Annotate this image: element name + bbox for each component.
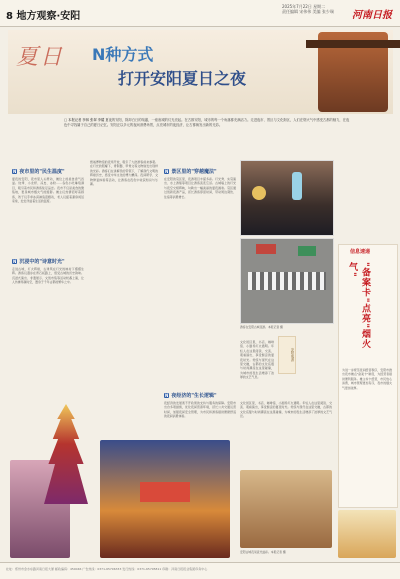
section-title: 夜经济的"生长逻辑" [171, 393, 217, 399]
calligraphy-mark: 夏日 [16, 45, 65, 70]
headline-line-1: N种方式 [92, 45, 154, 64]
footer-text: 社址：郑州市金水东路河南日报大厦 邮政编码：450046 广告热线：0371-65796333 发行热线：0371-65795811 印刷：河南日报报业集团印务中心 [6, 567, 208, 571]
tag-box: 安阳夜游 [278, 336, 296, 374]
newspaper-logo: 河南日报 [352, 10, 392, 21]
tower-illustration [338, 510, 396, 558]
sidebar-text: 为进一步规范夜间经营秩序，安阳市推出夜市摊点"备案卡"制度，为经营者提供便利服务。摊主持卡经营，市民放心消费，城市管理更加有序，夜市的烟火气更加浓厚。 [342, 368, 392, 390]
gate-facade [140, 482, 190, 502]
page-footer [0, 562, 400, 579]
article-column: 文化街区里，书店、咖啡馆、小剧场灯火通明。年轻人在这里阅读、交流、观看演出，享受惬意的夏夜时光。传统与现代在这里交融，古都的文化底蕴与时尚潮流在这里碰撞，为城市的夜生活增添了浓厚的文艺气息。 [240, 401, 332, 419]
section-badge: N [165, 393, 169, 398]
article-column: 殷墟博物馆的夜场开放，吸引了大批游客前来参观。在灯光的照耀下，青铜器、甲骨文等文物焕发出别样的光彩。游客们在讲解员的带领下，了解商代文明的辉煌历史，感受中华文化的博大精深。夜间研学、文物修复体验等活动，让游客在夜色中收获知识与乐趣。 [90, 160, 158, 187]
section-heading [164, 168, 217, 175]
editor-line: 责任编辑 宋伟伟 美编 张少瑞 [282, 9, 334, 14]
page-title: 8 地方观察·安阳 [6, 11, 81, 22]
section-badge: N [13, 259, 17, 264]
article-column: 夜经济的发展离不开政策的支持与服务的保障。安阳市出台多项措施，优化夜间营商环境，延长公共交通运营时间，加强夜间安全管理，为市民和游客提供便捷舒适的夜间消费体验。 [164, 401, 236, 419]
lit-pavilion-illustration [240, 470, 332, 548]
lead-text: 夏夜的安阳，除却白日的喧嚣，一座座城的灯光亮起。在古都安阳，城市的每一个角落都充满活力。走进夜市、景区与文化街区，人们在烟火气中感受古都的魅力，在夜色中寻找属于自己的夏日记忆。安阳正以多元的夜间消费场景，点亮城市的夜经济，让古都焕发出新的光彩。 [64, 118, 350, 128]
page-header [0, 0, 400, 27]
section-heading [12, 168, 65, 175]
pagoda-icon [44, 404, 88, 504]
lantern-light [252, 186, 266, 200]
section-title: 沉浸中的"诗意时光" [19, 259, 65, 265]
section-badge: N [165, 169, 169, 174]
visitor-figure [292, 172, 302, 200]
lead-paragraph [64, 118, 350, 128]
sidebar-headline: "备案卡"点亮"烟火气" [347, 262, 370, 350]
article-column: 在安阳的景区里，夜游项目丰富多彩。灯光秀、实景演出、水上游船等项目让游客流连忘返。古城墙上的灯光与夜空交相辉映，勾勒出一幅美丽的夏夜画卷。景区通过创新夜游产品，延长游客停留时间，带动周边餐饮、住宿等消费增长。 [164, 177, 236, 199]
section-title: 夜市里的"民生温度" [19, 169, 65, 175]
headline-part-b: 夏日之夜 [182, 69, 247, 88]
article-column: 夏夜的安阳，夜市里人头攒动，摊位上的美食香气四溢。烧烤、小龙虾、凉皮、冰粉……各色小吃琳琅满目，吸引着市民和游客驻足品尝。夜市不仅是美食的聚集地，更是城市烟火气的缩影。摊主们热情招呼着顾客，孩子们手拿冰淇淋追逐嬉戏，老人们摇着蒲扇闲话家常，处处洋溢着生活的温度。 [12, 177, 84, 204]
issue-date: 2025年7月22日 星期二 [282, 4, 326, 9]
photo-caption: 游客在安阳古城夜游。本报记者 摄 [240, 325, 283, 329]
colored-stall [298, 246, 316, 256]
sidebar-label: 信息速递 [350, 249, 371, 255]
headline-part-a: 打开安阳 [118, 69, 183, 88]
section-badge: N [13, 169, 17, 174]
byline: □ 本报记者 李林 张翠 李耀 [64, 118, 105, 122]
section-title: 景区里的"穿越魔法" [171, 169, 217, 175]
colored-stall [256, 244, 276, 254]
article-column: 走进古城，灯火辉煌，古建筑在灯光的映衬下熠熠生辉。游客们漫步在青石板路上，感受古城的历史韵味。沉浸式演出、非遗展示、文创市集等活动轮番上演，让人仿佛穿越时空，置身于千年古都的繁华之中。 [12, 267, 84, 285]
issue-meta [282, 4, 347, 14]
section-heading [164, 392, 217, 399]
section-heading [12, 258, 65, 265]
photo-caption: 安阳古城夜景流光溢彩。本报记者 摄 [240, 550, 286, 554]
headline-line-2 [118, 66, 246, 89]
pagoda-roof [306, 40, 400, 48]
crosswalk-stripes [248, 272, 326, 290]
article-column: 文化街区里，书店、咖啡馆、小剧场灯火通明。年轻人在这里阅读、交流、观看演出，享受惬意的夏夜时光。传统与现代在这里交融，古都的文化底蕴与时尚潮流在这里碰撞，为城市的夜生活增添了浓厚的文艺气息。 [240, 340, 274, 380]
